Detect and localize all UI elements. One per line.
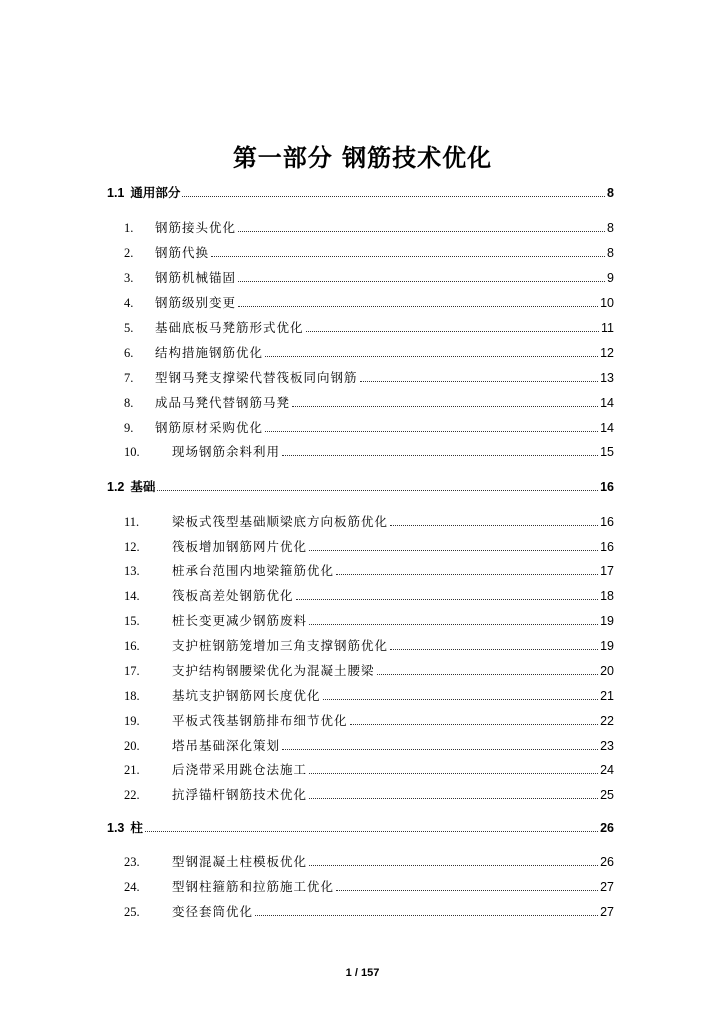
entry-number: 7.	[124, 371, 134, 385]
dot-leader	[255, 915, 598, 916]
page-number: 19	[600, 614, 614, 628]
toc-entry[interactable]	[124, 760, 614, 778]
page-number: 27	[600, 905, 614, 919]
entry-number: 22.	[124, 788, 140, 802]
entry-number: 12.	[124, 540, 140, 554]
dot-leader	[336, 574, 598, 575]
page-number: 15	[600, 445, 614, 459]
entry-label: 型钢柱箍筋和拉筋施工优化	[172, 879, 335, 894]
section-number: 1.3	[107, 821, 125, 835]
entry-number: 11.	[124, 515, 140, 529]
entry-label: 塔吊基础深化策划	[172, 738, 281, 753]
entry-number: 20.	[124, 739, 140, 753]
toc-entry[interactable]	[124, 243, 614, 261]
page-number: 9	[607, 271, 614, 285]
section-label: 通用部分	[130, 185, 181, 200]
page-number: 16	[600, 480, 614, 494]
toc-entry[interactable]	[124, 785, 614, 803]
entry-number: 21.	[124, 763, 140, 777]
page-number: 20	[600, 664, 614, 678]
entry-label: 钢筋代换	[155, 245, 210, 260]
toc-entry[interactable]	[124, 561, 614, 579]
toc-entry[interactable]	[124, 368, 614, 386]
page-number: 10	[600, 296, 614, 310]
entry-label: 筏板高差处钢筋优化	[172, 588, 294, 603]
entry-label: 基坑支护钢筋网长度优化	[172, 688, 321, 703]
entry-label: 筏板增加钢筋网片优化	[172, 539, 308, 554]
entry-label: 基础底板马凳筋形式优化	[155, 320, 304, 335]
page-number: 16	[600, 515, 614, 529]
dot-leader	[282, 455, 598, 456]
entry-number: 14.	[124, 589, 140, 603]
page-footer: 1 / 157	[345, 967, 380, 979]
toc-entry[interactable]	[124, 268, 614, 286]
entry-number: 19.	[124, 714, 140, 728]
section-label: 基础	[130, 479, 156, 494]
section-number: 1.2	[107, 480, 125, 494]
entry-label: 型钢马凳支撑梁代替筏板同向钢筋	[155, 370, 358, 385]
toc-entry[interactable]	[124, 711, 614, 729]
toc-entry[interactable]	[124, 218, 614, 236]
entry-number: 8.	[124, 396, 134, 410]
entry-label: 变径套筒优化	[172, 904, 254, 919]
toc-entry[interactable]	[124, 877, 614, 895]
page-number: 17	[600, 564, 614, 578]
page-number: 21	[600, 689, 614, 703]
dot-leader	[309, 865, 598, 866]
page-number: 16	[600, 540, 614, 554]
toc-entry[interactable]	[124, 537, 614, 555]
page-number: 18	[600, 589, 614, 603]
entry-number: 1.	[124, 221, 134, 235]
toc-entry[interactable]	[124, 686, 614, 704]
toc-entry[interactable]	[124, 586, 614, 604]
dot-leader	[157, 490, 598, 491]
dot-leader	[238, 231, 605, 232]
entry-number: 2.	[124, 246, 134, 260]
toc-entry[interactable]	[124, 636, 614, 654]
dot-leader	[350, 724, 599, 725]
entry-number: 13.	[124, 564, 140, 578]
section-number: 1.1	[107, 186, 125, 200]
toc-entry[interactable]	[124, 852, 614, 870]
entry-number: 18.	[124, 689, 140, 703]
page-number: 19	[600, 639, 614, 653]
toc-entry[interactable]	[124, 418, 614, 436]
toc-section[interactable]	[107, 183, 614, 201]
dot-leader	[360, 381, 599, 382]
entry-label: 成品马凳代替钢筋马凳	[155, 395, 291, 410]
entry-label: 钢筋级别变更	[155, 295, 237, 310]
entry-number: 24.	[124, 880, 140, 894]
entry-label: 结构措施钢筋优化	[155, 345, 264, 360]
dot-leader	[377, 674, 599, 675]
page-number: 25	[600, 788, 614, 802]
dot-leader	[296, 599, 599, 600]
entry-label: 平板式筏基钢筋排布细节优化	[172, 713, 348, 728]
dot-leader	[309, 798, 598, 799]
page-number: 8	[607, 221, 614, 235]
toc-entry[interactable]	[124, 442, 614, 460]
toc-entry[interactable]	[124, 736, 614, 754]
page-number: 14	[600, 421, 614, 435]
dot-leader	[211, 256, 605, 257]
dot-leader	[306, 331, 600, 332]
page-number: 8	[607, 246, 614, 260]
toc-entry[interactable]	[124, 343, 614, 361]
toc-entry[interactable]	[124, 293, 614, 311]
page-number: 22	[600, 714, 614, 728]
entry-label: 型钢混凝土柱模板优化	[172, 854, 308, 869]
entry-number: 16.	[124, 639, 140, 653]
toc-section[interactable]	[107, 818, 614, 836]
entry-number: 15.	[124, 614, 140, 628]
entry-label: 桩承台范围内地梁箍筋优化	[172, 563, 335, 578]
page-number: 13	[600, 371, 614, 385]
toc-entry[interactable]	[124, 393, 614, 411]
dot-leader	[282, 749, 598, 750]
page-number: 26	[600, 855, 614, 869]
dot-leader	[238, 306, 598, 307]
dot-leader	[390, 525, 598, 526]
dot-leader	[145, 831, 598, 832]
toc-section[interactable]	[107, 477, 614, 495]
entry-label: 支护桩钢筋笼增加三角支撑钢筋优化	[172, 638, 389, 653]
entry-label: 支护结构钢腰梁优化为混凝土腰梁	[172, 663, 375, 678]
page-number: 12	[600, 346, 614, 360]
dot-leader	[309, 550, 598, 551]
toc-entry[interactable]	[124, 318, 614, 336]
page-number: 26	[600, 821, 614, 835]
page-title: 第一部分 钢筋技术优化	[232, 144, 493, 172]
entry-number: 17.	[124, 664, 140, 678]
entry-number: 25.	[124, 905, 140, 919]
entry-number: 4.	[124, 296, 134, 310]
dot-leader	[265, 431, 598, 432]
entry-label: 现场钢筋余料利用	[172, 444, 281, 459]
section-label: 柱	[130, 820, 143, 835]
toc-entry[interactable]	[124, 611, 614, 629]
page-number: 27	[600, 880, 614, 894]
dot-leader	[265, 356, 598, 357]
entry-label: 钢筋接头优化	[155, 220, 237, 235]
entry-number: 6.	[124, 346, 134, 360]
dot-leader	[309, 624, 598, 625]
entry-number: 5.	[124, 321, 134, 335]
entry-number: 9.	[124, 421, 134, 435]
dot-leader	[336, 890, 598, 891]
dot-leader	[309, 773, 598, 774]
dot-leader	[292, 406, 598, 407]
toc-entry[interactable]	[124, 661, 614, 679]
toc-entry[interactable]	[124, 902, 614, 920]
entry-label: 桩长变更减少钢筋废料	[172, 613, 308, 628]
page-number: 14	[600, 396, 614, 410]
entry-label: 梁板式筏型基础顺梁底方向板筋优化	[172, 514, 389, 529]
entry-number: 23.	[124, 855, 140, 869]
page-number: 23	[600, 739, 614, 753]
entry-number: 3.	[124, 271, 134, 285]
dot-leader	[238, 281, 605, 282]
entry-label: 后浇带采用跳仓法施工	[172, 762, 308, 777]
page-number: 8	[607, 186, 614, 200]
entry-number: 10.	[124, 445, 140, 459]
dot-leader	[323, 699, 599, 700]
entry-label: 钢筋机械锚固	[155, 270, 237, 285]
page-number: 11	[601, 321, 614, 335]
entry-label: 钢筋原材采购优化	[155, 420, 264, 435]
page-number: 24	[600, 763, 614, 777]
entry-label: 抗浮锚杆钢筋技术优化	[172, 787, 308, 802]
dot-leader	[182, 196, 605, 197]
toc-entry[interactable]	[124, 512, 614, 530]
dot-leader	[390, 649, 598, 650]
